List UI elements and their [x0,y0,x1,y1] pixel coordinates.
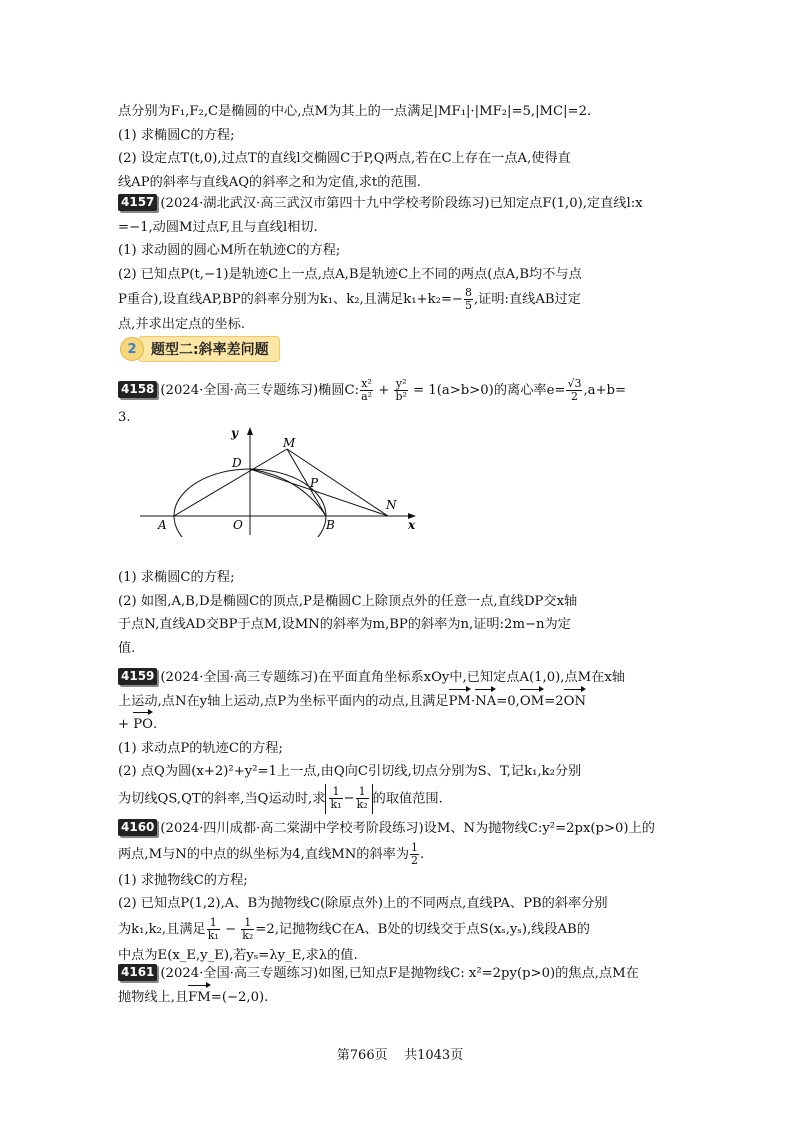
text-line: 两点,M与N的中点的纵坐标为4,直线MN的斜率为 [118,846,410,862]
text-line: 值. [118,640,136,656]
text-line: =−1,动圆M过点F,且与直线l相切. [118,219,318,235]
text-line: P重合),设直线AP,BP的斜率分别为k₁、k₂,且满足k₁+k₂=− [118,292,463,307]
text-line: (2) 已知点P(t,−1)是轨迹C上一点,点A,B是轨迹C上不同的两点(点A,B均不与点 [118,266,582,282]
problem-4160: 4160 (2024·四川成都·高二棠湖中学校考阶段练习)设M、N为抛物线C:y²=2px(p>0)上的 两点,M与N的中点的纵坐标为4,直线MN的斜率为 $\frac{1}{2}$ . (1) 求抛物线C的方程; (2) 已知点P(1,2),A、B为抛物线C(除原点外)上的不同两点,直线PA、PB的斜率分别 为k₁,k₂,且满足 $\frac{1}{\text{k₁}}$ − $\frac{1}{\text{k₂}}$ =2,记抛物线C在A、B处的切线交于点S(xₛ,yₛ),线段AB的 中点为E(x_E,y_E),若yₛ=λy_E,求λ的值. [118,817,678,967]
text-line: (2024·全国·高三专题练习)椭圆C: [160,383,360,398]
text-line: (2) 如图,A,B,D是椭圆C的顶点,P是椭圆C上除顶点外的任意一点,直线DP交x轴 [118,593,578,609]
problem-4157 [118,192,678,337]
label-y: y [231,426,238,440]
text-line: = 1(a>b>0)的离心率e= [408,383,566,398]
label-O: O [233,518,243,532]
line-AM [174,449,287,516]
section-badge: 2 [120,337,144,361]
problem-number: 4157 [118,194,157,211]
text-line: 为k₁,k₂,且满足 [118,921,206,937]
text-line: 3. [118,410,131,425]
text-line: (2024·湖北武汉·高三武汉市第四十九中学校考阶段练习)已知定点F(1,0),定直线l:x [160,196,643,211]
text-line: (1) 求椭圆C的方程; [118,570,235,585]
problem-4158-parts [118,566,678,660]
text-line: (1) 求动圆的圆心M所在轨迹C的方程; [118,243,341,258]
text-line: ,证明:直线AB过定 [473,292,581,307]
problem-4158: 4158 (2024·全国·高三专题练习)椭圆C: $\frac{\text{x²}}{\text{a²}}$ + $\frac{\text{y²}}{\text{b²}}$ = 1(a>b>0)的离心率e= $\frac{√3}{2}$ ,a+b= 3. [118,376,678,430]
vector: OM [520,690,544,714]
fraction: $\frac{√3}{2}$ [567,377,582,403]
label-x: x [408,518,416,532]
text-line: 为切线QS,QT的斜率,当Q运动时,求 [118,791,326,806]
vector: PO [133,713,153,737]
text-line: =2,记抛物线C在A、B处的切线交于点S(xₛ,yₛ),线段AB的 [255,921,590,937]
text-line: (2024·四川成都·高二棠湖中学校考阶段练习)设M、N为抛物线C:y²=2px(p>0)上的 [160,821,655,836]
vector: ON [564,690,586,714]
fraction: $\frac{\text{x²}}{\text{a²}}$ [361,377,373,403]
fraction: $\frac{1}{\text{k₂}}$ [242,915,254,942]
text-line: 中点为E(x_E,y_E),若yₛ=λy_E,求λ的值. [118,947,358,963]
fraction: $\frac{1}{\text{k₁}}$ [207,915,219,942]
vector: PM [449,690,471,714]
fraction: $\frac{\text{y²}}{\text{b²}}$ [395,377,407,403]
vector: NA [475,690,496,714]
label-D: D [232,456,242,470]
section-header [120,337,280,361]
page-footer: 第766页 共1043页 [336,1048,464,1063]
text-line: (2024·全国·高三专题练习)在平面直角坐标系xOy中,已知定点A(1,0),点M在x轴 [160,670,625,685]
label-M: M [283,436,296,450]
label-P: P [310,476,319,490]
text-line: 线AP的斜率与直线AQ的斜率之和为定值,求t的范围. [118,174,421,190]
vector: FM [188,986,211,1010]
text-line: (1) 求椭圆C的方程; [118,127,235,143]
text-line: 抛物线上,且 [118,989,189,1005]
label-B: B [326,518,335,532]
text-line: 的取值范围. [372,791,443,806]
text-line: (2) 设定点T(t,0),过点T的直线l交椭圆C于P,Q两点,若在C上存在一点A,使得直 [118,151,571,166]
text-line: 点,并求出定点的坐标. [118,317,246,332]
problem-continuation [118,100,678,194]
fraction: $\frac{1}{2}$ [411,840,419,867]
text-line: ,a+b= [583,383,627,398]
ellipse-figure [140,425,420,537]
section-title: 题型二:斜率差问题 [138,336,280,362]
absolute-value: $\frac{1}{\text{k₁}}$ − $\frac{1}{\text{k₂}}$ [325,784,372,814]
fraction: $\frac{8}{5}$ [464,286,472,312]
text-line: 上运动,点N在y轴上运动,点P为坐标平面内的动点,且满足 [118,693,449,709]
text-line: (1) 求抛物线C的方程; [118,872,248,888]
text-line: (2) 已知点P(1,2),A、B为抛物线C(除原点外)上的不同两点,直线PA、PB的斜率分别 [118,896,608,911]
text-line: (1) 求动点P的轨迹C的方程; [118,740,283,756]
problem-4161: 4161 (2024·全国·高三专题练习)如图,已知点F是抛物线C: x²=2py(p>0)的焦点,点M在 抛物线上,且FM=(−2,0). [118,962,678,1009]
line-DN [250,469,388,516]
problem-number: 4160 [118,819,157,836]
label-N: N [386,498,397,512]
problem-number: 4159 [118,668,157,685]
y-axis-arrow [247,427,253,435]
text-line: (2) 点Q为圆(x+2)²+y²=1上一点,由Q向C引切线,切点分别为S、T,记k₁,k₂分别 [118,764,582,779]
line-MB [287,449,326,516]
text-line: 于点N,直线AD交BP于点M,设MN的斜率为m,BP的斜率为n,证明:2m−n为定 [118,617,571,632]
text-line: (2024·全国·高三专题练习)如图,已知点F是抛物线C: x²=2py(p>0)的焦点,点M在 [160,966,639,981]
problem-number: 4158 [118,381,157,398]
problem-number: 4161 [118,964,157,981]
line-MN [287,449,388,516]
text-line: 点分别为F₁,F₂,C是椭圆的中心,点M为其上的一点满足|MF₁|·|MF₂|=5,|MC|=2. [118,104,592,119]
problem-4159: 4159 (2024·全国·高三专题练习)在平面直角坐标系xOy中,已知定点A(1,0),点M在x轴 上运动,点N在y轴上运动,点P为坐标平面内的动点,且满足PM·NA=0,OM=2ON + PO. (1) 求动点P的轨迹C的方程; (2) 点Q为圆(x+2)²+y²=1上一点,由Q向C引切线,切点分别为S、T,记k₁,k₂分别 为切线QS,QT的斜率,当Q运动时,求 $\frac{1}{\text{k₁}}$ − $\frac{1}{\text{k₂}}$ 的取值范围. [118,666,678,814]
label-A: A [158,518,167,532]
